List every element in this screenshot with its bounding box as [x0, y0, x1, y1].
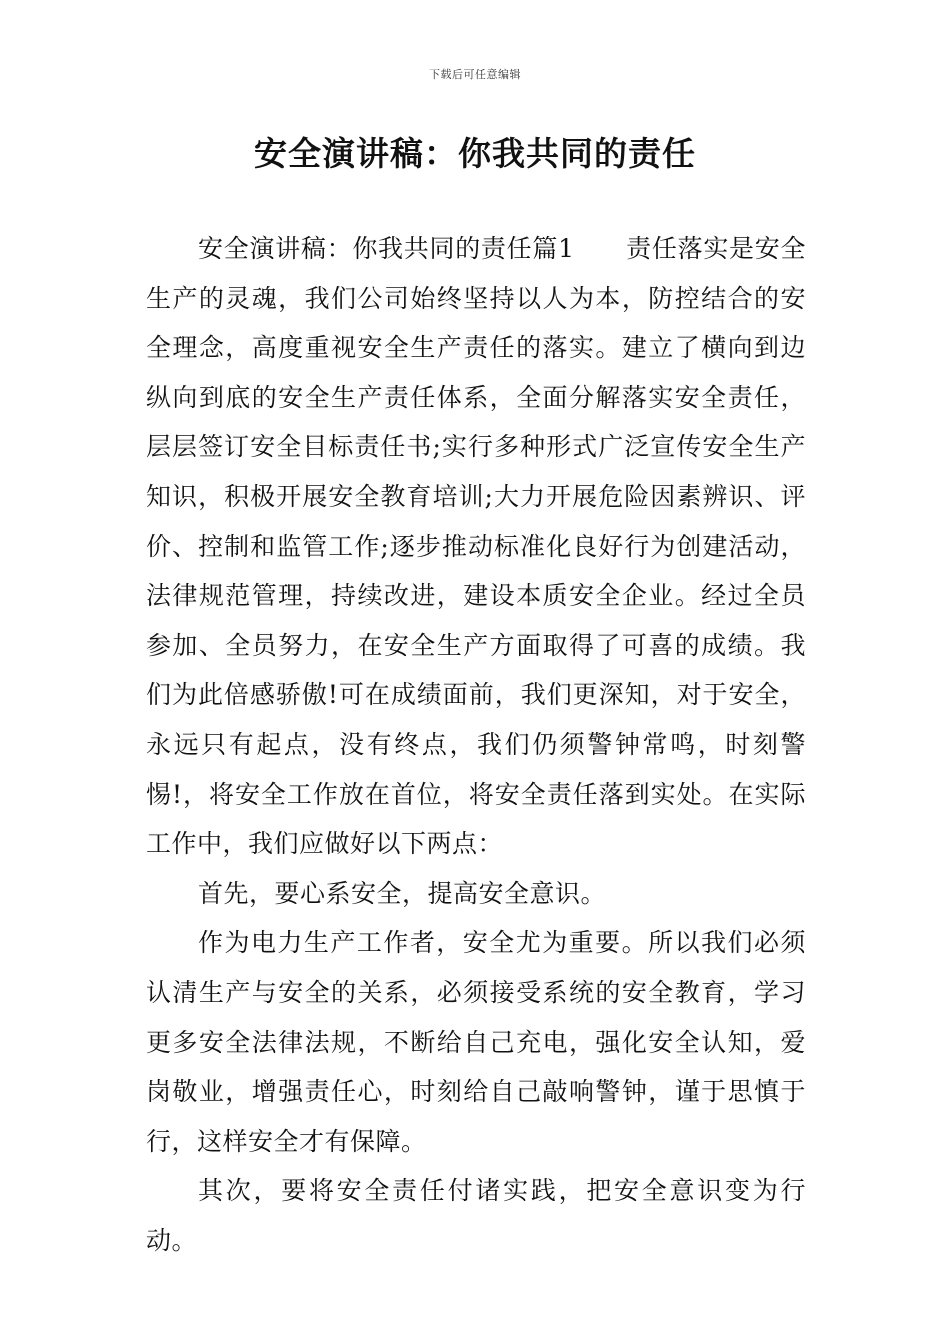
paragraph-1: 安全演讲稿：你我共同的责任篇1 责任落实是安全生产的灵魂，我们公司始终坚持以人为本，防控结合的安全理念，高度重视安全生产责任的落实。建立了横向到边纵向到底的安全生产责任体系，全面分解落实安全责任，层层签订安全目标责任书;实行多种形式广泛宣传安全生产知识，积极开展安全教育培训;大力开展危险因素辨识、评价、控制和监管工作;逐步推动标准化良好行为创建活动，法律规范管理，持续改进，建设本质安全企业。经过全员参加、全员努力，在安全生产方面取得了可喜的成绩。我们为此倍感骄傲!可在成绩面前，我们更深知，对于安全，永远只有起点，没有终点，我们仍须警钟常鸣，时刻警惕!，将安全工作放在首位，将安全责任落到实处。在实际工作中，我们应做好以下两点： — [146, 234, 806, 859]
paragraph-3: 作为电力生产工作者，安全尤为重要。所以我们必须认清生产与安全的关系，必须接受系统的安全教育，学习更多安全法律法规，不断给自己充电，强化安全认知，爱岗敬业，增强责任心，时刻给自己敲响警钟，谨于思慎于行，这样安全才有保障。 — [146, 928, 806, 1156]
paragraph-4: 其次，要将安全责任付诸实践，把安全意识变为行动。 — [146, 1176, 806, 1255]
document-title: 安全演讲稿：你我共同的责任 — [254, 134, 696, 173]
document-body — [146, 224, 806, 1265]
header-note: 下载后可任意编辑 — [429, 68, 521, 81]
paragraph-2: 首先，要心系安全，提高安全意识。 — [198, 878, 607, 908]
